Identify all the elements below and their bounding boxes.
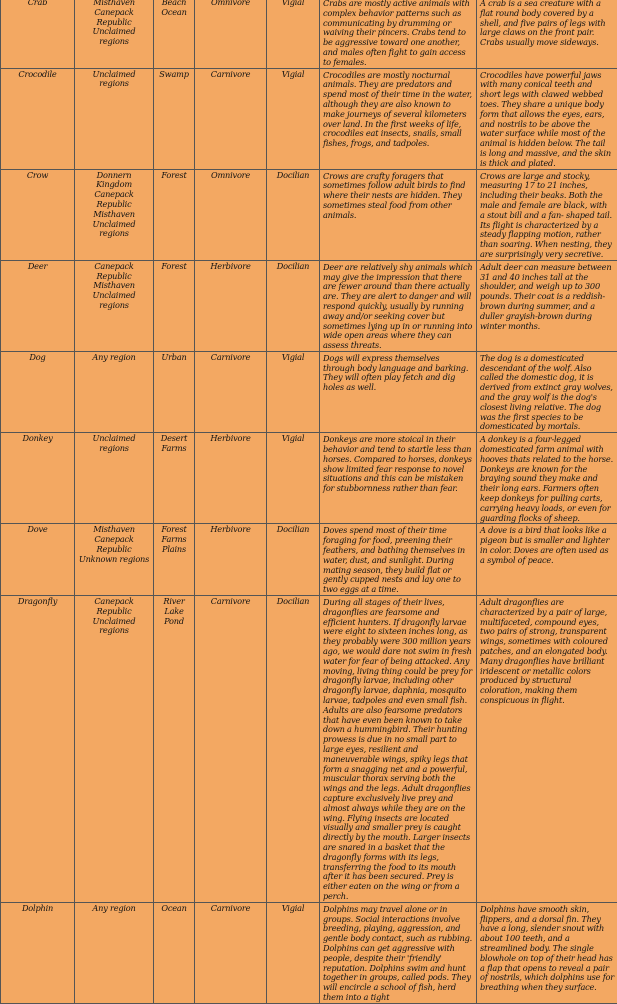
regions-cell xyxy=(75,68,154,169)
animal-name-cell xyxy=(1,260,75,351)
behavior-text: Crabs are mostly active animals with complex behavior patterns such as communicating by drumming or waiving their pincers. Crabs tend to be aggressive toward one another, and males often fight to gain access to females. xyxy=(323,0,470,67)
diet-cell xyxy=(195,0,267,68)
appearance-cell xyxy=(477,596,617,903)
habitat-label: Forest xyxy=(161,261,186,271)
appearance-text: A dove is a bird that looks like a pigeon but is smaller and lighter in color. Doves are often used as a symbol of peace. xyxy=(480,525,609,564)
habitat-label: Forest xyxy=(161,170,186,180)
habitat-cell xyxy=(154,902,195,1003)
habitat-label: River xyxy=(163,596,184,606)
activity-cell xyxy=(267,260,320,351)
habitat-cell xyxy=(154,351,195,432)
habitat-label: Farms xyxy=(162,534,187,544)
region-label: Unclaimed regions xyxy=(93,219,136,239)
behavior-text: Deer are relatively shy animals which may give the impression that there are fewer around than there actually are. They are alert to danger and will respond quickly, usually by running away and/or seeking cover but sometimes lying up in or running into wide open areas where they can assess threats. xyxy=(323,262,472,350)
activity-cell xyxy=(267,524,320,596)
region-label: Unclaimed regions xyxy=(93,26,136,46)
activity-label: Vigial xyxy=(282,433,305,443)
activity-label: Vigial xyxy=(282,903,305,913)
animal-name-cell xyxy=(1,0,75,68)
activity-label: Docilian xyxy=(277,524,310,534)
animal-name: Crow xyxy=(27,170,48,180)
habitat-cell xyxy=(154,169,195,260)
region-label: Canepack Republic xyxy=(94,534,133,554)
habitat-label: Beach xyxy=(162,0,187,7)
region-label: Unclaimed regions xyxy=(93,290,136,310)
diet-cell xyxy=(195,260,267,351)
habitat-label: Ocean xyxy=(161,7,186,17)
regions-cell xyxy=(75,0,154,68)
habitat-label: Pond xyxy=(164,616,184,626)
diet-label: Omnivore xyxy=(211,0,250,7)
table-row xyxy=(1,169,617,260)
animal-name-cell xyxy=(1,351,75,432)
activity-cell xyxy=(267,68,320,169)
behavior-text: Dolphins may travel alone or in groups. Social interactions involve breeding, playing, aggression, and gentle body contact, such as rubbing. Dolphins can get aggressive with people, despite their 'friendly' reputation. Dolphins swim and hunt together in groups, called pods. They will encircle a school of fish, herd them into a tight xyxy=(323,904,472,1002)
diet-cell xyxy=(195,524,267,596)
activity-label: Vigial xyxy=(282,69,305,79)
behavior-text: Crocodiles are mostly nocturnal animals. They are predators and spend most of their time in the water, although they are also known to make journeys of several kilometers over land. In the first weeks of life, crocodiles eat insects, snails, small fishes, frogs, and tadpoles. xyxy=(323,70,472,149)
appearance-text: Adult dragonflies are characterized by a pair of large, multifaceted, compound eyes, two pairs of strong, transparent wings, sometimes with coloured patches, and an elongated body. Many dragonflies have brilliant iridescent or metallic colors produced by structural coloration, making them conspicuous in flight. xyxy=(480,597,608,705)
animal-name: Dog xyxy=(29,352,45,362)
animal-name-cell xyxy=(1,902,75,1003)
animal-name: Dove xyxy=(27,524,47,534)
animal-name-cell xyxy=(1,68,75,169)
appearance-text: Dolphins have smooth skin, flippers, and a dorsal fin. They have a long, slender snout with about 100 teeth, and a streamlined body. The single blowhole on top of their head has a flap that opens to reveal a pair of nostrils, which dolphins use for breathing when they surface. xyxy=(480,904,614,992)
behavior-cell xyxy=(320,68,477,169)
diet-label: Herbivore xyxy=(210,261,250,271)
diet-label: Herbivore xyxy=(210,433,250,443)
region-label: Misthaven xyxy=(93,209,135,219)
animal-name: Dolphin xyxy=(22,903,53,913)
appearance-text: The dog is a domesticated descendant of the wolf. Also called the domestic dog, it is derived from extinct gray wolves, and the gray wolf is the dog's closest living relative. The dog was the first species to be domesticated by mortals. xyxy=(480,353,613,432)
animal-name: Crab xyxy=(28,0,48,7)
activity-label: Vigial xyxy=(282,352,305,362)
region-label: Canepack Republic xyxy=(94,261,133,281)
behavior-text: Dogs will express themselves through body language and barking. They will often play fetch and dig holes as well. xyxy=(323,353,468,392)
animal-name-cell xyxy=(1,524,75,596)
region-label: Any region xyxy=(92,903,135,913)
region-label: Donnern Kingdom xyxy=(96,170,132,190)
diet-label: Carnivore xyxy=(211,903,250,913)
regions-cell xyxy=(75,169,154,260)
region-label: Misthaven xyxy=(93,524,135,534)
diet-cell xyxy=(195,596,267,903)
habitat-cell xyxy=(154,433,195,524)
habitat-cell xyxy=(154,0,195,68)
table-row xyxy=(1,260,617,351)
activity-cell xyxy=(267,169,320,260)
diet-cell xyxy=(195,169,267,260)
diet-label: Carnivore xyxy=(211,69,250,79)
behavior-cell xyxy=(320,524,477,596)
activity-cell xyxy=(267,351,320,432)
diet-cell xyxy=(195,68,267,169)
diet-label: Omnivore xyxy=(211,170,250,180)
habitat-cell xyxy=(154,260,195,351)
habitat-cell xyxy=(154,68,195,169)
appearance-text: Crows are large and stocky, measuring 17 to 21 inches, including their beaks. Both the male and female are black, with a stout bill and a fan- shaped tail. Its flight is characterized by a steady flapping motion, rather than soaring. When nesting, they are surprisingly very secretive. xyxy=(480,171,612,259)
appearance-text: Adult deer can measure between 31 and 40 inches tall at the shoulder, and weigh up to 300 pounds. Their coat is a reddish-brown during summer, and a duller grayish-brown during winter months. xyxy=(480,262,611,331)
activity-cell xyxy=(267,0,320,68)
appearance-cell xyxy=(477,433,617,524)
region-label: Any region xyxy=(92,352,135,362)
behavior-cell xyxy=(320,351,477,432)
table-row xyxy=(1,433,617,524)
appearance-cell xyxy=(477,68,617,169)
appearance-text: A donkey is a four-legged domesticated farm animal with hooves thats related to the horse. Donkeys are known for the braying sound they make and their long ears. Farmers often keep donkeys for pulling carts, carrying heavy loads, or even for guarding flocks of sheep. xyxy=(480,434,613,522)
table-row xyxy=(1,524,617,596)
region-label: Canepack Republic xyxy=(94,189,133,209)
table-row xyxy=(1,902,617,1003)
diet-cell xyxy=(195,351,267,432)
region-label: Canepack Republic xyxy=(94,7,133,27)
behavior-cell xyxy=(320,902,477,1003)
animal-name: Deer xyxy=(28,261,47,271)
appearance-text: A crab is a sea creature with a flat round body covered by a shell, and five pairs of legs with large claws on the front pair. Crabs usually move sideways. xyxy=(480,0,605,47)
behavior-text: Doves spend most of their time foraging for food, preening their feathers, and bathing themselves in water, dust, and sunlight. During mating season, they build flat or gently cupped nests and lay one to two eggs at a time. xyxy=(323,525,465,594)
behavior-cell xyxy=(320,596,477,903)
regions-cell xyxy=(75,351,154,432)
habitat-label: Swamp xyxy=(159,69,189,79)
region-label: Unclaimed regions xyxy=(93,616,136,636)
animal-name: Crocodile xyxy=(18,69,56,79)
regions-cell xyxy=(75,902,154,1003)
habitat-label: Desert xyxy=(161,433,187,443)
regions-cell xyxy=(75,524,154,596)
appearance-cell xyxy=(477,902,617,1003)
appearance-cell xyxy=(477,524,617,596)
habitat-label: Farms xyxy=(162,443,187,453)
region-label: Unclaimed regions xyxy=(93,69,136,89)
appearance-cell xyxy=(477,0,617,68)
animal-name-cell xyxy=(1,433,75,524)
habitat-label: Urban xyxy=(161,352,186,362)
behavior-text: During all stages of their lives, dragonflies are fearsome and efficient hunters. If dragonfly larvae were eight to sixteen inches long, as they probably were 300 million years ago, we would dare not swim in fresh water for fear of being attacked. Any moving, living thing could be prey for dragonfly larvae, including other dragonfly larvae, daphnia, mosquito larvae, tadpoles and even small fish. Adults are also fearsome predators that have even been known to take down a hummingbird. Their hunting prowess is due in no small part to large eyes, resilient and maneuverable wings, spiky legs that form a snagging net and a powerful, muscular thorax serving both the wings and the legs. Adult dragonflies capture exclusively live prey and almost always while they are on the wing. Flying insects are located visually and smaller prey is caught directly by the mouth. Larger insects are snared in a basket that the dragonfly forms with its legs, transferring the food to its mouth after it has been secured. Prey is either eaten on the wing or from a perch. xyxy=(323,597,472,901)
activity-label: Docilian xyxy=(277,170,310,180)
appearance-text: Crocodiles have powerful jaws with many conical teeth and short legs with clawed webbed toes. They share a unique body form that allows the eyes, ears, and nostrils to be above the water surface while most of the animal is hidden below. The tail is long and massive, and the skin is thick and plated. xyxy=(480,70,611,168)
table-row xyxy=(1,351,617,432)
behavior-cell xyxy=(320,169,477,260)
diet-cell xyxy=(195,902,267,1003)
habitat-label: Lake xyxy=(164,606,183,616)
habitat-label: Ocean xyxy=(161,903,186,913)
region-label: Unclaimed regions xyxy=(93,433,136,453)
animal-name: Donkey xyxy=(23,433,53,443)
region-label: Canepack Republic xyxy=(94,596,133,616)
habitat-label: Plains xyxy=(162,544,186,554)
behavior-cell xyxy=(320,260,477,351)
activity-cell xyxy=(267,596,320,903)
habitat-cell xyxy=(154,524,195,596)
regions-cell xyxy=(75,260,154,351)
regions-cell xyxy=(75,596,154,903)
regions-cell xyxy=(75,433,154,524)
animal-name-cell xyxy=(1,169,75,260)
diet-label: Herbivore xyxy=(210,524,250,534)
behavior-cell xyxy=(320,0,477,68)
region-label: Misthaven xyxy=(93,0,135,7)
activity-label: Vigial xyxy=(282,0,305,7)
behavior-text: Donkeys are more stoical in their behavior and tend to startle less than horses. Compared to horses, donkeys show limited fear response to novel situations and this can be mistaken for stubbornness rather than fear. xyxy=(323,434,472,493)
activity-cell xyxy=(267,902,320,1003)
appearance-cell xyxy=(477,169,617,260)
table-row xyxy=(1,596,617,903)
region-label: Misthaven xyxy=(93,280,135,290)
diet-cell xyxy=(195,433,267,524)
habitat-label: Forest xyxy=(161,524,186,534)
table-row xyxy=(1,68,617,169)
appearance-cell xyxy=(477,351,617,432)
habitat-cell xyxy=(154,596,195,903)
behavior-text: Crows are crafty foragers that sometimes follow adult birds to find where their nests are hidden. They sometimes steal food from other animals. xyxy=(323,171,465,220)
activity-label: Docilian xyxy=(277,261,310,271)
activity-label: Docilian xyxy=(277,596,310,606)
activity-cell xyxy=(267,433,320,524)
animal-name-cell xyxy=(1,596,75,903)
behavior-cell xyxy=(320,433,477,524)
appearance-cell xyxy=(477,260,617,351)
region-label: Unknown regions xyxy=(79,554,149,564)
diet-label: Carnivore xyxy=(211,596,250,606)
table-row xyxy=(1,0,617,68)
animal-name: Dragonfly xyxy=(18,596,57,606)
diet-label: Carnivore xyxy=(211,352,250,362)
